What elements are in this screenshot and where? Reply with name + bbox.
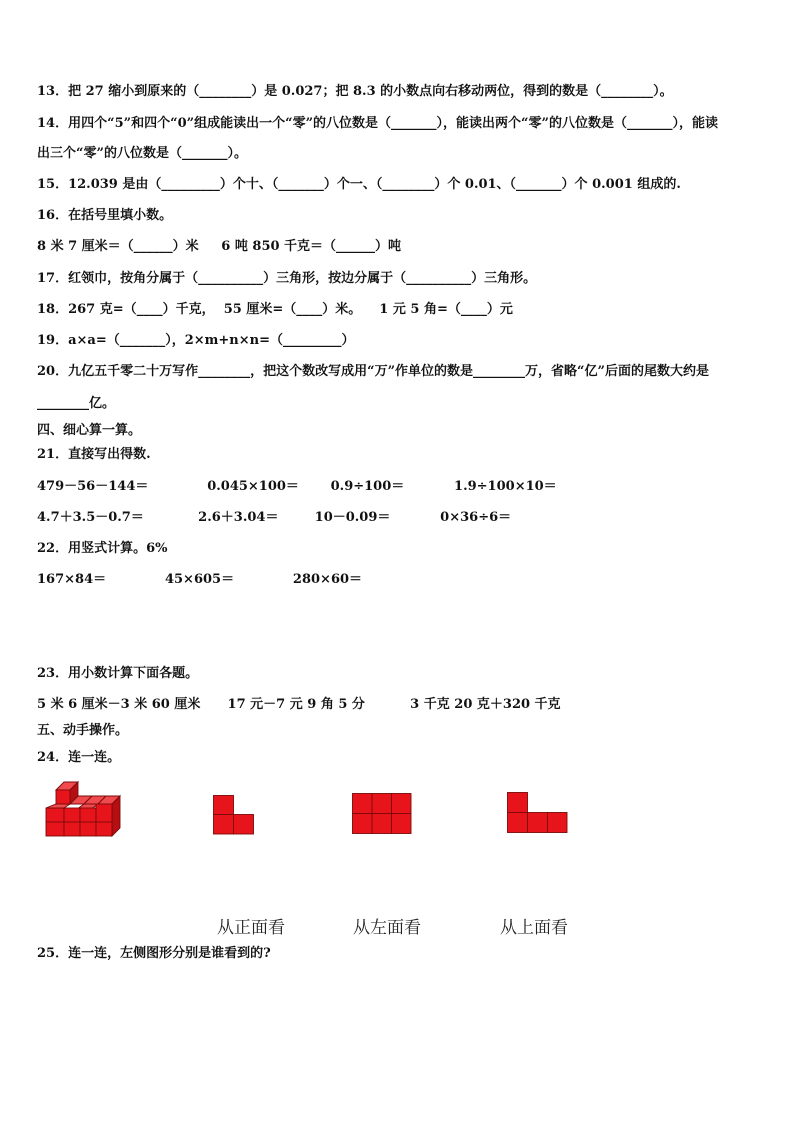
- question-16-title: 16．在括号里填小数。: [37, 208, 173, 223]
- view-shape-grid-3x2: [352, 793, 412, 834]
- view-shape-l-wide: [507, 792, 568, 834]
- question-22-title: 22．用竖式计算。6%: [37, 541, 168, 556]
- question-20-line1: 20．九亿五千零二十万写作________，把这个数改写成用“万”作单位的数是________万，省略“亿”后面的尾数大约是: [37, 364, 710, 379]
- question-20-line2: ________亿。: [37, 396, 116, 411]
- question-19: 19．a×a=（_______），2×m+n×n=（_________）: [37, 333, 355, 348]
- section-5-heading: 五、动手操作。: [37, 723, 129, 738]
- question-23-row: 5 米 6 厘米－3 米 60 厘米 17 元－7 元 9 角 5 分 3 千克 20 克＋320 千克: [37, 697, 561, 712]
- question-18: 18．267 克=（____）千克， 55 厘米=（____）米。 1 元 5 角=（____）元: [37, 302, 513, 317]
- question-21-row1: 479－56－144＝ 0.045×100＝ 0.9÷100＝ 1.9÷100×10＝: [37, 479, 557, 494]
- question-14-line1: 14．用四个“5”和四个“0”组成能读出一个“零”的八位数是（_______），能读出两个“零”的八位数是（_______），能读: [37, 116, 719, 131]
- view-label-top: 从上面看: [500, 918, 568, 938]
- view-label-front: 从正面看: [217, 918, 285, 938]
- view-shape-l-small: [213, 795, 255, 835]
- cube-block-3d: [46, 782, 120, 836]
- cube-stack-figure: [46, 782, 128, 842]
- view-label-left: 从左面看: [353, 918, 421, 938]
- question-15: 15．12.039 是由（_________）个十、（_______）个一、（________）个 0.01、（_______）个 0.001 组成的.: [37, 177, 681, 192]
- section-4-heading: 四、细心算一算。: [37, 423, 142, 438]
- question-16-body: 8 米 7 厘米＝（______）米 6 吨 850 千克＝（______）吨: [37, 239, 402, 254]
- question-17: 17．红领巾，按角分属于（__________）三角形，按边分属于（__________）三角形。: [37, 271, 537, 286]
- question-21-row2: 4.7＋3.5－0.7＝ 2.6＋3.04＝ 10－0.09＝ 0×36÷6＝: [37, 510, 512, 525]
- question-22-row: 167×84＝ 45×605＝ 280×60＝: [37, 572, 363, 587]
- question-23-title: 23．用小数计算下面各题。: [37, 666, 199, 681]
- question-14-line2: 出三个“零”的八位数是（_______）。: [37, 146, 247, 161]
- question-25-title: 25．连一连，左侧图形分别是谁看到的?: [37, 946, 271, 961]
- question-24-title: 24．连一连。: [37, 750, 121, 765]
- question-13: 13．把 27 缩小到原来的（________）是 0.027；把 8.3 的小数点向右移动两位，得到的数是（________）。: [37, 84, 673, 99]
- question-21-title: 21．直接写出得数.: [37, 447, 151, 462]
